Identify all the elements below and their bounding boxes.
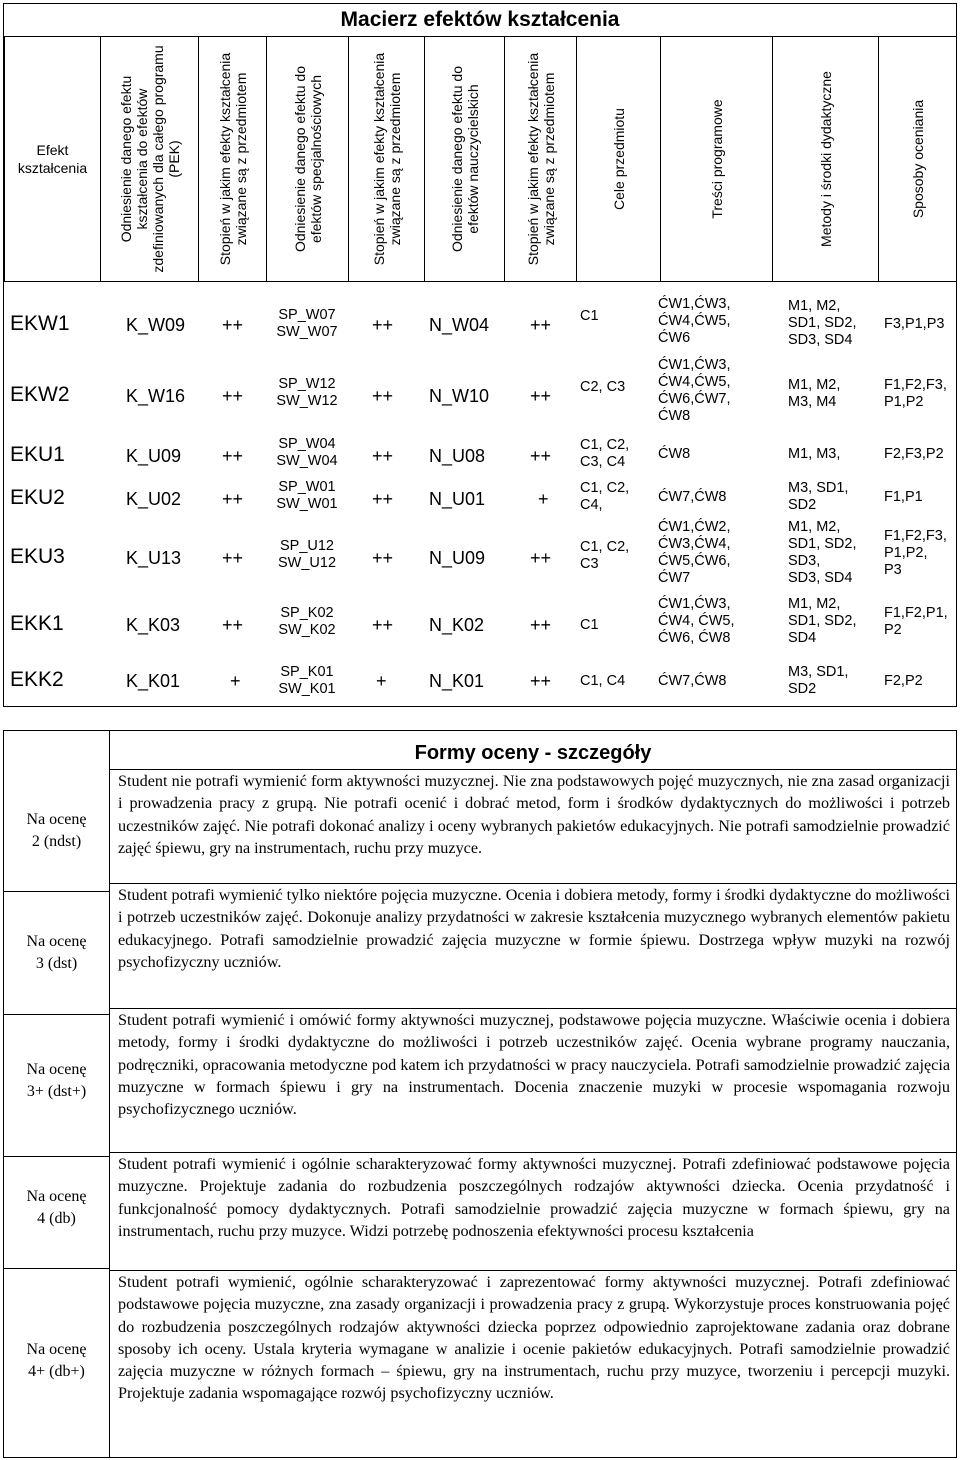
teacher-ref: N_K02 xyxy=(429,615,485,635)
grade-divider xyxy=(4,1156,109,1157)
effect-code: EKU2 xyxy=(10,486,65,509)
effect-code: EKK2 xyxy=(10,668,64,691)
grade-divider xyxy=(4,1014,109,1015)
specialty-ref: SP_W07 SW_W07 xyxy=(276,307,338,340)
content: ĆW8 xyxy=(658,446,691,462)
grade-divider xyxy=(4,891,109,892)
teacher-ref: N_W04 xyxy=(429,315,490,335)
specialty-ref: SP_W12 SW_W12 xyxy=(276,376,338,409)
methods: M1, M2, SD1, SD2, SD3, SD3, SD4 xyxy=(788,519,857,586)
methods: M1, M2, SD1, SD2, SD4 xyxy=(788,596,857,646)
header-degree-1: Stopień w jakim efekty kształcenia związane są z przedmiotem xyxy=(198,36,266,281)
header-content: Treści programowe xyxy=(660,36,772,281)
degree-2: ++ xyxy=(372,446,394,466)
pek-ref: K_U13 xyxy=(126,548,182,568)
degree-2: ++ xyxy=(372,489,394,509)
effects-matrix xyxy=(3,3,957,707)
degree-2: ++ xyxy=(372,548,394,568)
effect-code: EKU1 xyxy=(10,443,65,466)
pek-ref: K_W16 xyxy=(126,386,186,406)
teacher-ref: N_U01 xyxy=(429,489,486,509)
goals: C1, C2, C3 xyxy=(580,539,630,572)
content: ĆW1,ĆW2, ĆW3,ĆW4, ĆW5,ĆW6, ĆW7 xyxy=(658,519,731,586)
goals: C1, C4 xyxy=(580,673,626,689)
goals: C1, C2, C4, xyxy=(580,480,630,513)
content: ĆW1,ĆW3, ĆW4, ĆW5, ĆW6, ĆW8 xyxy=(658,596,735,646)
header-effect: Efekt kształcenia xyxy=(4,36,100,281)
degree-3: + xyxy=(538,489,549,509)
degree-3: ++ xyxy=(530,548,552,568)
forms-title: Formy oceny - szczegóły xyxy=(414,742,652,764)
grade-divider xyxy=(4,1268,109,1269)
content: ĆW1,ĆW3, ĆW4,ĆW5, ĆW6,ĆW7, ĆW8 xyxy=(658,357,731,424)
matrix-title: Macierz efektów kształcenia xyxy=(340,8,620,31)
grade-label: Na ocenę 4 (db) xyxy=(26,1188,87,1227)
methods: M3, SD1, SD2 xyxy=(788,480,849,513)
pek-ref: K_K03 xyxy=(126,615,181,635)
grade-label: Na ocenę 3+ (dst+) xyxy=(26,1061,87,1100)
grade-description: Student potrafi wymienić tylko niektóre pojęcia muzyczne. Ocenia i dobiera metody, formy i środki dydaktyczne do możliwości i potrzeb uczestników zajęć. Dokonuje analizy przydatności w zakresie kształcenia muzycznego wybranych elementów pakietu edukacyjnego. Potrafi samodzielnie prowadzić zajęcia muzyczne w formie śpiewu. Dostrzega wpływ muzyki na rozwój psychofizyczny uczniów. xyxy=(118,886,950,971)
grading-forms xyxy=(3,730,957,1458)
teacher-ref: N_W10 xyxy=(429,386,490,406)
effect-code: EKW2 xyxy=(10,383,70,406)
pek-ref: K_K01 xyxy=(126,671,181,691)
specialty-ref: SP_K02 SW_K02 xyxy=(278,605,336,638)
methods: M1, M2, M3, M4 xyxy=(788,377,841,410)
degree-3: ++ xyxy=(530,671,552,691)
degree-3: ++ xyxy=(530,386,552,406)
degree-1: ++ xyxy=(222,615,244,635)
grade-description: Student potrafi wymienić, ogólnie scharakteryzować i zaprezentować formy aktywności muzycznej. Potrafi zdefiniować podstawowe pojęcia muzyczne, zna zasady organizacji i prowadzenia pracy z grupą. Wykorzystuje proces konstruowania pojęć do rozbudzenia poszczególnych rodzajów aktywności dziecka poprzez odpowiednio zaprojektowane zadania oraz dobrane sposoby ich oceny. Ustala kryteria wymagane w analizie i ocenie pakietów edukacyjnych. Potrafi samodzielnie prowadzić zajęcia muzyczne w różnych formach – śpiewu, gry na instrumentach, ruchu przy muzyce, tworzeniu i percepcji muzyki. Projektuje zadania wspomagające rozwój psychofizyczny uczniów. xyxy=(118,1273,950,1403)
methods: M1, M2, SD1, SD2, SD3, SD4 xyxy=(788,298,857,348)
content: ĆW7,ĆW8 xyxy=(658,673,727,689)
specialty-ref: SP_U12 SW_U12 xyxy=(277,538,337,571)
degree-1: ++ xyxy=(222,446,244,466)
assessment: F1,F2,F3, P1,P2, P3 xyxy=(884,528,947,578)
teacher-ref: N_K01 xyxy=(429,671,485,691)
degree-2: ++ xyxy=(372,615,394,635)
degree-2: + xyxy=(376,671,387,691)
assessment: F1,F2,F3, P1,P2 xyxy=(884,377,947,410)
degree-3: ++ xyxy=(530,315,552,335)
degree-3: ++ xyxy=(530,615,552,635)
header-goals: Cele przedmiotu xyxy=(576,36,660,281)
matrix-body xyxy=(4,281,956,707)
degree-1: ++ xyxy=(222,548,244,568)
grade-label: Na ocenę 2 (ndst) xyxy=(26,811,87,850)
grade-label: Na ocenę 3 (dst) xyxy=(26,933,87,972)
assessment: F1,P1 xyxy=(884,489,923,505)
degree-1: ++ xyxy=(222,386,244,406)
grade-description: Student potrafi wymienić i ogólnie scharakteryzować formy aktywności muzycznej. Potrafi zdefiniować podstawowe pojęcia muzyczne. Projektuje zadania do rozbudzenia poszczególnych rodzajów aktywności dziecka. Ocenia przydatność i funkcjonalność pomocy dydaktycznych. Potrafi samodzielnie prowadzić zajęcia muzyczne w formach śpiewu, gry na instrumentach, ruchu przy muzyce. Widzi potrzebę podnoszenia efektywności procesu kształcenia xyxy=(118,1155,950,1240)
goals: C1 xyxy=(580,308,599,324)
teacher-ref: N_U09 xyxy=(429,548,486,568)
header-methods: Metody i środki dydaktyczne xyxy=(772,36,878,281)
degree-1: + xyxy=(230,671,241,691)
pek-ref: K_U09 xyxy=(126,446,182,466)
specialty-ref: SP_W04 SW_W04 xyxy=(276,436,338,469)
goals: C1 xyxy=(580,617,599,633)
effect-code: EKK1 xyxy=(10,612,64,635)
methods: M3, SD1, SD2 xyxy=(788,664,849,697)
assessment: F2,F3,P2 xyxy=(884,446,944,462)
header-program-ref: Odniesienie danego efektu kształcenia do efektów zdefiniowanych dla całego programu (PEK) xyxy=(100,36,198,281)
grade-description: Student potrafi wymienić i omówić formy aktywności muzycznej, podstawowe pojęcia muzyczne. Właściwie ocenia i dobiera metody, formy i środki dydaktyczne do możliwości i potrzeb uczestników zajęć. Ocenia wybrane programy nauczania, podręczniki, opracowania metodyczne pod katem ich przydatności w pracy nauczyciela. Potrafi samodzielnie prowadzić zajęcia muzyczne w formach śpiewu i gry na instrumentach. Docenia znaczenie muzyki w procesie wspomagania rozwoju psychofizycznego uczniów. xyxy=(118,1011,950,1119)
pek-ref: K_U02 xyxy=(126,489,182,509)
header-assessment: Sposoby oceniania xyxy=(878,36,956,281)
goals: C2, C3 xyxy=(580,379,626,395)
grade-description: Student nie potrafi wymienić form aktywności muzycznej. Nie zna podstawowych pojęć muzycznych, nie zna zasad organizacji i prowadzenia pracy z grupą. Nie potrafi ocenić i dobrać metod, form i środków dydaktycznych do możliwości i potrzeb uczestników zajęć. Nie potrafi dokonać analizy i oceny wybranych pakietów edukacyjnych. Nie potrafi samodzielnie prowadzić zajęć śpiewu, gry na instrumentach, ruchu przy muzyce. xyxy=(118,772,950,857)
content: ĆW1,ĆW3, ĆW4,ĆW5, ĆW6 xyxy=(658,296,731,346)
assessment: F2,P2 xyxy=(884,673,923,689)
content: ĆW7,ĆW8 xyxy=(658,489,727,505)
specialty-ref: SP_K01 SW_K01 xyxy=(278,664,336,697)
assessment: F1,F2,P1, P2 xyxy=(884,605,948,638)
degree-1: ++ xyxy=(222,315,244,335)
teacher-ref: N_U08 xyxy=(429,446,486,466)
degree-2: ++ xyxy=(372,315,394,335)
specialty-ref: SP_W01 SW_W01 xyxy=(276,479,338,512)
effect-code: EKW1 xyxy=(10,312,70,335)
degree-3: ++ xyxy=(530,446,552,466)
header-teacher-ref: Odniesienie danego efektu do efektów nauczycielskich xyxy=(424,36,504,281)
degree-2: ++ xyxy=(372,386,394,406)
header-degree-3: Stopień w jakim efekty kształcenia związane są z przedmiotem xyxy=(504,36,576,281)
degree-1: ++ xyxy=(222,489,244,509)
goals: C1, C2, C3, C4 xyxy=(580,437,630,470)
methods: M1, M3, xyxy=(788,446,841,462)
header-specialty-ref: Odniesienie danego efektu do efektów specjalnościowych xyxy=(266,36,348,281)
assessment: F3,P1,P3 xyxy=(884,316,945,332)
grade-label: Na ocenę 4+ (db+) xyxy=(26,1341,87,1380)
effect-code: EKU3 xyxy=(10,545,65,568)
pek-ref: K_W09 xyxy=(126,315,186,335)
header-degree-2: Stopień w jakim efekty kształcenia związane są z przedmiotem xyxy=(348,36,424,281)
